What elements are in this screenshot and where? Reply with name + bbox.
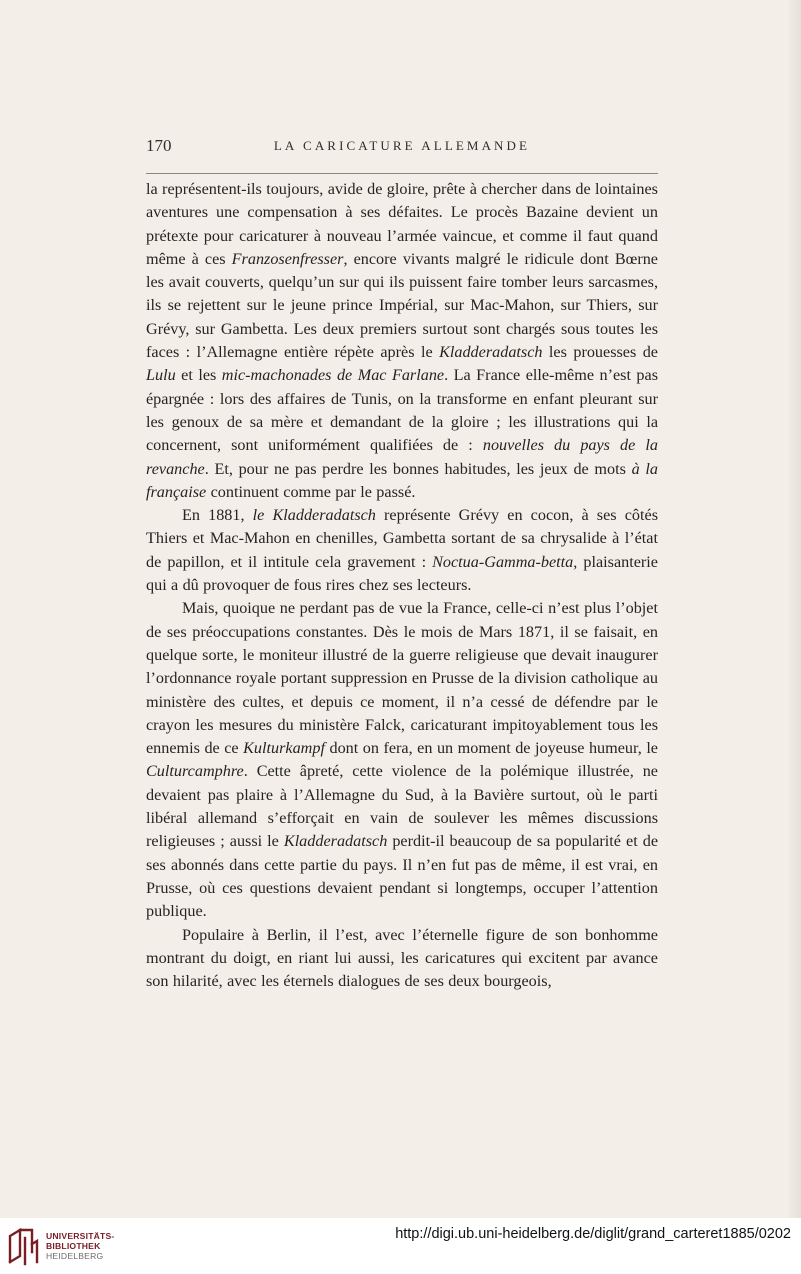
- digitization-footer: [0, 1218, 801, 1274]
- text-run: les prouesses de: [542, 343, 658, 362]
- paragraph-2: [146, 504, 658, 597]
- ub-heidelberg-logo-icon: [6, 1226, 40, 1266]
- text-run: et les: [175, 366, 222, 385]
- header-rule: [146, 173, 658, 174]
- paragraph-4: [146, 924, 658, 994]
- text-run: continuent comme par le passé.: [206, 482, 416, 501]
- library-name-line-2: BIBLIOTHEK: [46, 1241, 101, 1251]
- text-run: perdit-il beaucoup de sa popularité et de ses abonnés dans cette partie du pays. Il n’en fut pas de même, il est vrai, en Prusse, où ces questions devaient pendant si longtemps, occuper l’attention publique.: [146, 832, 659, 921]
- page-number: 170: [146, 136, 172, 155]
- library-name-line-3: HEIDELBERG: [46, 1251, 104, 1261]
- text-run: , plaisanterie qui a dû provoquer de fous rires chez ses lecteurs.: [146, 552, 658, 595]
- paragraph-3: [146, 597, 658, 923]
- italic-term: Culturcamphre: [146, 762, 244, 781]
- text-run: la représentent-ils toujours, avide de gloire, prête à chercher dans de lointaines aventures une compensation à ses défaites. Le procès Bazaine devient un prétexte pour caricaturer à nouveau l’armée vaincue, et comme il faut quand même à ces: [146, 180, 658, 268]
- italic-term: Noctua-Gamma-betta: [432, 552, 574, 571]
- text-run: Populaire à Berlin, il l’est, avec l’éternelle figure de son bonhomme montrant du doigt, en riant lui aussi, les caricatures qui excitent par avance son hilarité, avec les éternels dialogues de ses deux bourgeois,: [146, 925, 658, 991]
- body-text: [146, 178, 658, 993]
- library-name: [46, 1231, 115, 1261]
- text-run: . La France elle-même n’est pas épargnée : lors des affaires de Tunis, on la transforme en enfant pleurant sur les genoux de sa mère et demandant de la gloire ; les illustrations qui la concernent, sont uniformément qualifiées de :: [146, 366, 658, 455]
- italic-term: Kladderadatsch: [439, 343, 543, 362]
- running-head: [146, 136, 658, 156]
- italic-term: mic-machonades de Mac Farlane: [221, 366, 445, 385]
- text-run: . Et, pour ne pas perdre les bonnes habitudes, les jeux de mots: [204, 459, 632, 478]
- text-run: . Cette âpreté, cette violence de la polémique illustrée, ne devaient pas plaire à l’Allemagne du Sud, à la Bavière surtout, où le parti libéral allemand s’efforçait en vain de soulever les mêmes discussions religieuses ; aussi le: [146, 762, 658, 851]
- page-gutter-shadow: [789, 0, 801, 1218]
- italic-term: Kulturkampf: [243, 739, 325, 758]
- italic-term: le Kladderadatsch: [252, 506, 376, 525]
- italic-term: Franzosenfresser: [231, 249, 344, 268]
- library-name-line-1: UNIVERSITÄTS-: [46, 1231, 115, 1241]
- running-title: LA CARICATURE ALLEMANDE: [273, 138, 531, 153]
- text-run: représente Grévy en cocon, à ses côtés Thiers et Mac-Mahon en chenilles, Gambetta sortant de sa chrysalide à l’état de papillon, et il intitule cela gravement :: [146, 506, 658, 571]
- source-url-link[interactable]: http://digi.ub.uni-heidelberg.de/diglit/grand_carteret1885/0202: [395, 1226, 791, 1242]
- italic-term: à la française: [146, 459, 658, 501]
- paragraph-1: [146, 178, 658, 504]
- italic-term: Kladderadatsch: [283, 832, 388, 851]
- italic-term: Lulu: [146, 366, 176, 385]
- text-run: En 1881,: [182, 506, 253, 525]
- text-run: dont on fera, en un moment de joyeuse humeur, le: [324, 739, 658, 758]
- text-run: , encore vivants malgré le ridicule dont Bœrne les avait couverts, quelqu’un sur qui ils puissent faire tomber leurs sarcasmes, ils se rejettent sur le jeune prince Impérial, sur Mac-Mahon, sur Thiers, sur Grévy, sur Gambetta. Les deux premiers surtout sont chargés sous toutes les faces : l’Allemagne entière répète après le: [146, 249, 658, 362]
- italic-term: nouvelles du pays de la revanche: [146, 436, 658, 478]
- text-run: Mais, quoique ne perdant pas de vue la France, celle-ci n’est plus l’objet de ses préoccupations constantes. Dès le mois de Mars 1871, il se faisait, en quelque sorte, le moniteur illustré de la guerre religieuse que devait inaugurer l’ordonnance royale portant suppression en Prusse de la division catholique au ministère des cultes, et depuis ce moment, il n’a cessé de défendre par le crayon les mesures du ministère Falck, caricaturant impitoyablement tous les ennemis de ce: [146, 599, 658, 758]
